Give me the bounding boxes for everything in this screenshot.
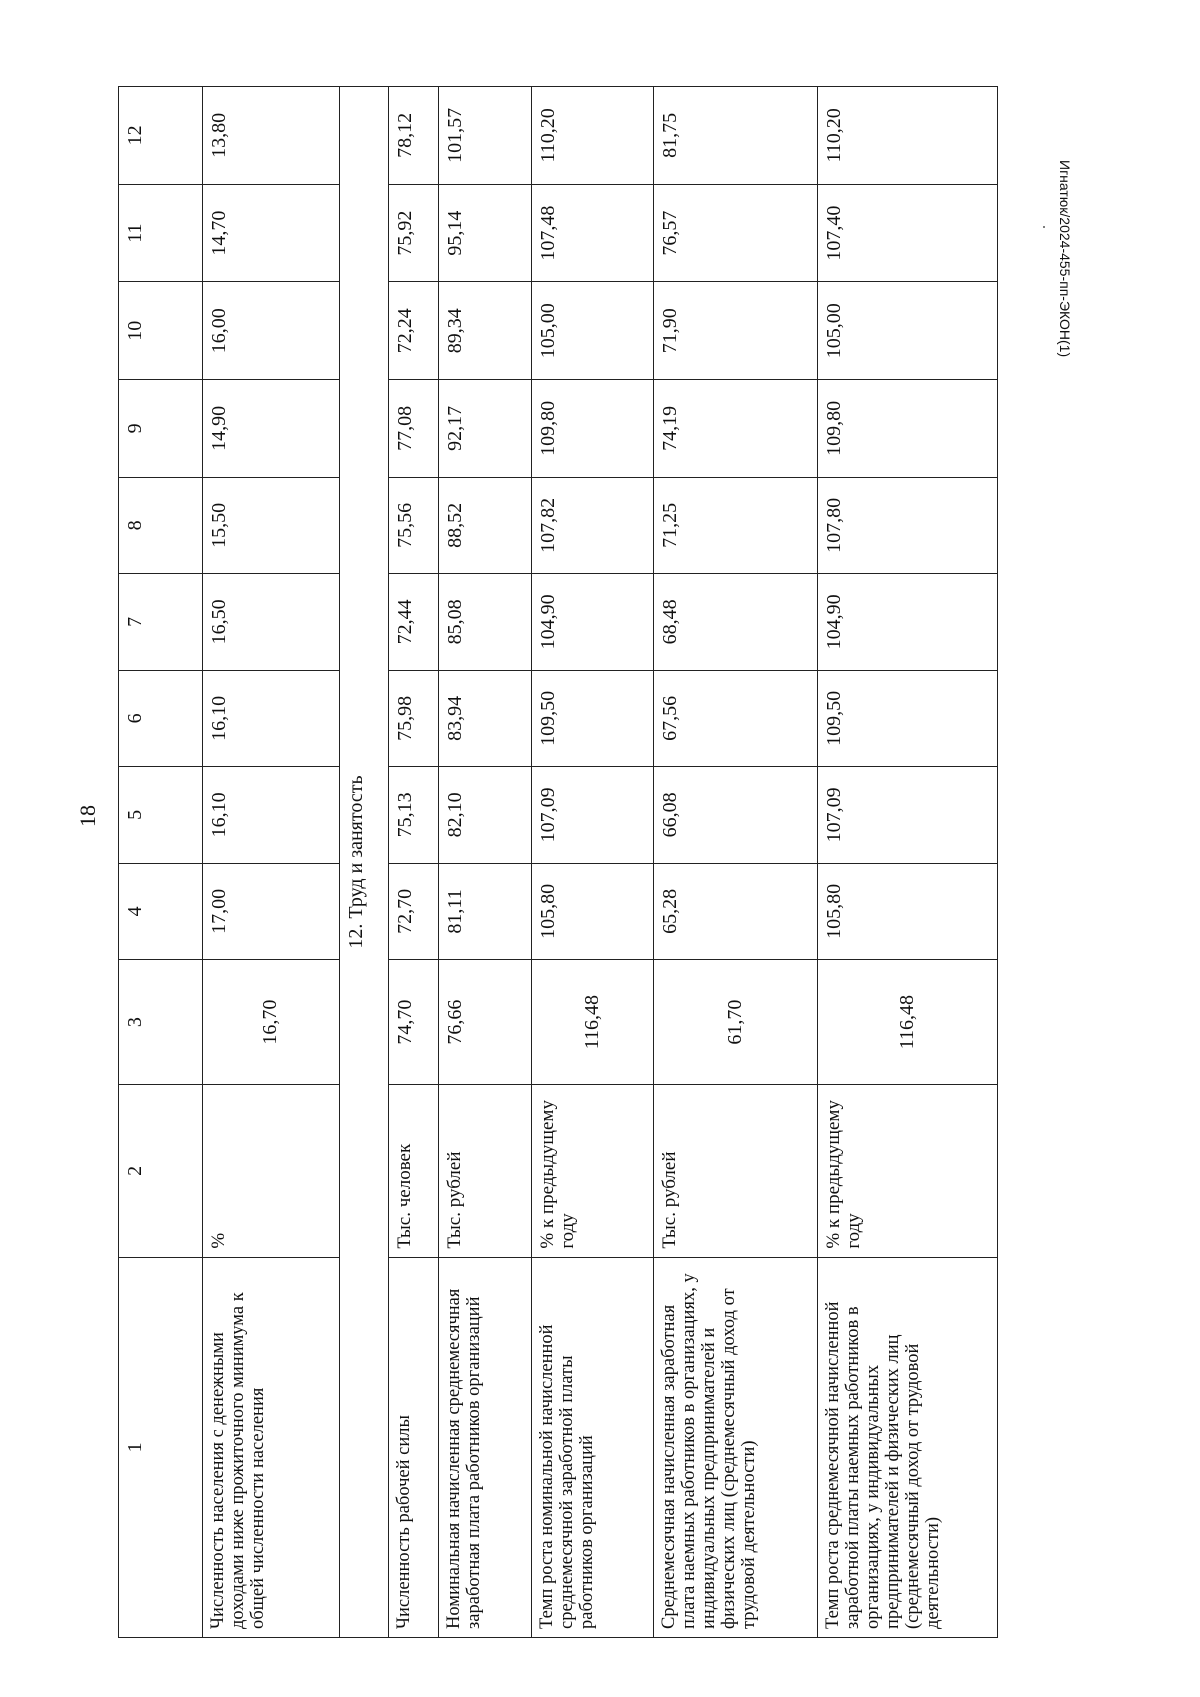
value-cell: 72,24	[388, 282, 438, 380]
value-cell: 72,44	[388, 574, 438, 671]
indicator-label: Численность рабочей силы	[388, 1257, 438, 1637]
value-cell: 72,70	[388, 863, 438, 960]
table-row	[654, 87, 818, 1638]
value-cell: 107,80	[817, 477, 997, 574]
column-number: 10	[119, 282, 203, 380]
data-table-container	[118, 86, 998, 1638]
value-cell: 17,00	[203, 863, 339, 960]
unit-label: %	[203, 1085, 339, 1258]
value-cell: 107,09	[531, 767, 653, 864]
value-cell: 14,70	[203, 184, 339, 282]
table-row	[388, 87, 438, 1638]
value-cell: 107,48	[531, 184, 653, 282]
value-cell: 105,00	[531, 282, 653, 380]
indicators-table	[118, 86, 998, 1638]
value-cell: 75,92	[388, 184, 438, 282]
value-cell: 92,17	[438, 380, 531, 478]
value-cell: 88,52	[438, 477, 531, 574]
value-cell: 68,48	[654, 574, 818, 671]
table-row	[203, 87, 339, 1638]
table-row	[817, 87, 997, 1638]
value-cell: 107,09	[817, 767, 997, 864]
value-cell: 110,20	[531, 87, 653, 185]
column-number-row	[119, 87, 203, 1638]
value-cell: 16,00	[203, 282, 339, 380]
value-cell: 109,80	[817, 380, 997, 478]
column-number: 5	[119, 767, 203, 864]
table-row	[531, 87, 653, 1638]
value-cell: 76,66	[438, 960, 531, 1085]
value-cell: 61,70	[654, 960, 818, 1085]
value-cell: 75,56	[388, 477, 438, 574]
value-cell: 77,08	[388, 380, 438, 478]
value-cell: 109,80	[531, 380, 653, 478]
value-cell: 71,90	[654, 282, 818, 380]
column-number: 3	[119, 960, 203, 1085]
column-number: 11	[119, 184, 203, 282]
value-cell: 66,08	[654, 767, 818, 864]
indicator-label: Темп роста номинальной начисленной среднемесячной заработной платы работников организаций	[531, 1257, 653, 1637]
indicator-label: Номинальная начисленная среднемесячная заработная плата работников организаций	[438, 1257, 531, 1637]
value-cell: 76,57	[654, 184, 818, 282]
value-cell: 81,75	[654, 87, 818, 185]
value-cell: 67,56	[654, 670, 818, 767]
unit-label: % к предыдущему году	[531, 1085, 653, 1258]
scan-speck	[1043, 226, 1045, 228]
indicator-label: Среднемесячная начисленная заработная плата наемных работников в организациях, у индивидуальных предпринимателей и физических лиц (среднемесячный доход от трудовой деятельности)	[654, 1257, 818, 1637]
value-cell: 16,10	[203, 670, 339, 767]
value-cell: 105,80	[817, 863, 997, 960]
column-number: 4	[119, 863, 203, 960]
value-cell: 75,98	[388, 670, 438, 767]
value-cell: 16,10	[203, 767, 339, 864]
value-cell: 15,50	[203, 477, 339, 574]
value-cell: 109,50	[531, 670, 653, 767]
value-cell: 95,14	[438, 184, 531, 282]
table-row	[438, 87, 531, 1638]
value-cell: 89,34	[438, 282, 531, 380]
value-cell: 104,90	[531, 574, 653, 671]
value-cell: 13,80	[203, 87, 339, 185]
section-row	[339, 87, 388, 1638]
value-cell: 107,40	[817, 184, 997, 282]
unit-label: Тыс. рублей	[438, 1085, 531, 1258]
unit-label: Тыс. рублей	[654, 1085, 818, 1258]
value-cell: 16,70	[203, 960, 339, 1085]
value-cell: 65,28	[654, 863, 818, 960]
value-cell: 83,94	[438, 670, 531, 767]
column-number: 7	[119, 574, 203, 671]
value-cell: 14,90	[203, 380, 339, 478]
value-cell: 74,70	[388, 960, 438, 1085]
value-cell: 116,48	[817, 960, 997, 1085]
value-cell: 85,08	[438, 574, 531, 671]
document-code: Игнатюк/2024-455-пп-ЭКОН(1)	[1057, 160, 1073, 358]
value-cell: 109,50	[817, 670, 997, 767]
column-number: 6	[119, 670, 203, 767]
indicator-label: Темп роста среднемесячной начисленной заработной платы наемных работников в организациях, у индивидуальных предпринимателей и физических лиц (среднемесячный доход от трудовой деятельности)	[817, 1257, 997, 1637]
value-cell: 78,12	[388, 87, 438, 185]
column-number: 1	[119, 1257, 203, 1637]
page-number: 18	[75, 805, 100, 827]
unit-label: % к предыдущему году	[817, 1085, 997, 1258]
value-cell: 81,11	[438, 863, 531, 960]
value-cell: 82,10	[438, 767, 531, 864]
value-cell: 105,80	[531, 863, 653, 960]
column-number: 8	[119, 477, 203, 574]
value-cell: 116,48	[531, 960, 653, 1085]
value-cell: 101,57	[438, 87, 531, 185]
value-cell: 104,90	[817, 574, 997, 671]
unit-label: Тыс. человек	[388, 1085, 438, 1258]
value-cell: 71,25	[654, 477, 818, 574]
column-number: 2	[119, 1085, 203, 1258]
value-cell: 110,20	[817, 87, 997, 185]
value-cell: 107,82	[531, 477, 653, 574]
value-cell: 16,50	[203, 574, 339, 671]
value-cell: 105,00	[817, 282, 997, 380]
column-number: 12	[119, 87, 203, 185]
value-cell: 75,13	[388, 767, 438, 864]
value-cell: 74,19	[654, 380, 818, 478]
section-title: 12. Труд и занятость	[339, 87, 388, 1638]
indicator-label: Численность населения с денежными доходами ниже прожиточного минимума к общей численности населения	[203, 1257, 339, 1637]
column-number: 9	[119, 380, 203, 478]
